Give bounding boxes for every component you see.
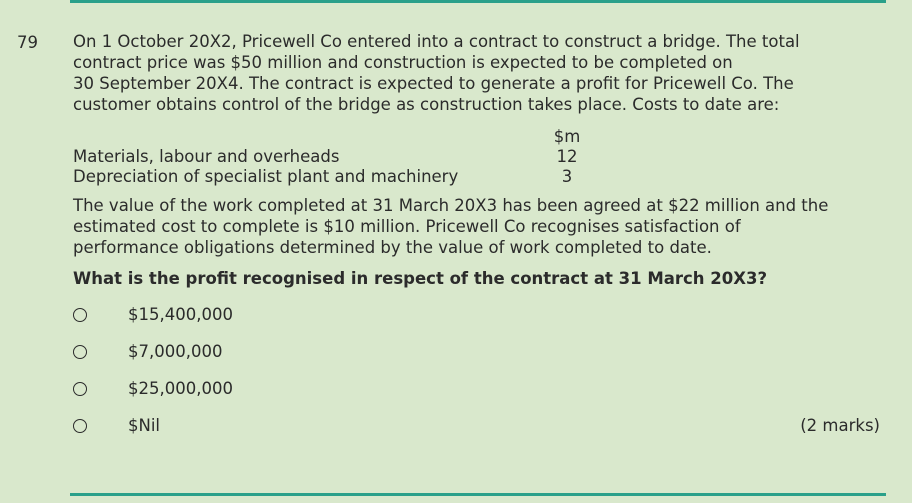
detail-line: The value of the work completed at 31 March 20X3 has been agreed at $22 million and the [73, 196, 829, 215]
answer-options [73, 296, 885, 444]
option-label: $25,000,000 [128, 379, 233, 398]
question-detail [73, 195, 885, 258]
answer-option[interactable] [73, 407, 885, 444]
question-intro [73, 31, 885, 115]
bottom-divider [70, 493, 886, 496]
marks-label: (2 marks) [800, 416, 880, 435]
cost-header-row [73, 127, 585, 147]
cost-label: Materials, labour and overheads [73, 147, 340, 166]
intro-line: customer obtains control of the bridge as construction takes place. Costs to date are: [73, 95, 780, 114]
cost-row [73, 167, 585, 187]
cost-amount: 12 [556, 147, 578, 166]
cost-label: Depreciation of specialist plant and machinery [73, 167, 459, 186]
cost-amount: 3 [561, 167, 573, 186]
top-divider [70, 0, 886, 3]
radio-button[interactable] [73, 308, 87, 322]
option-label: $Nil [128, 416, 161, 435]
question-body [73, 31, 885, 444]
intro-line: contract price was $50 million and construction is expected to be completed on [73, 53, 733, 72]
question-prompt: What is the profit recognised in respect of the contract at 31 March 20X3? [73, 269, 768, 288]
answer-option[interactable] [73, 333, 885, 370]
radio-button[interactable] [73, 345, 87, 359]
question-number: 79 [17, 33, 38, 52]
option-label: $15,400,000 [128, 305, 233, 324]
intro-line: 30 September 20X4. The contract is expected to generate a profit for Pricewell Co. The [73, 74, 794, 93]
cost-row [73, 147, 585, 167]
answer-option[interactable] [73, 370, 885, 407]
cost-header-unit: $m [553, 127, 581, 146]
radio-button[interactable] [73, 419, 87, 433]
intro-line: On 1 October 20X2, Pricewell Co entered into a contract to construct a bridge. The total [73, 32, 800, 51]
cost-table [73, 127, 885, 187]
detail-line: performance obligations determined by the value of work completed to date. [73, 238, 712, 257]
answer-option[interactable] [73, 296, 885, 333]
detail-line: estimated cost to complete is $10 million. Pricewell Co recognises satisfaction of [73, 217, 741, 236]
option-label: $7,000,000 [128, 342, 223, 361]
radio-button[interactable] [73, 382, 87, 396]
